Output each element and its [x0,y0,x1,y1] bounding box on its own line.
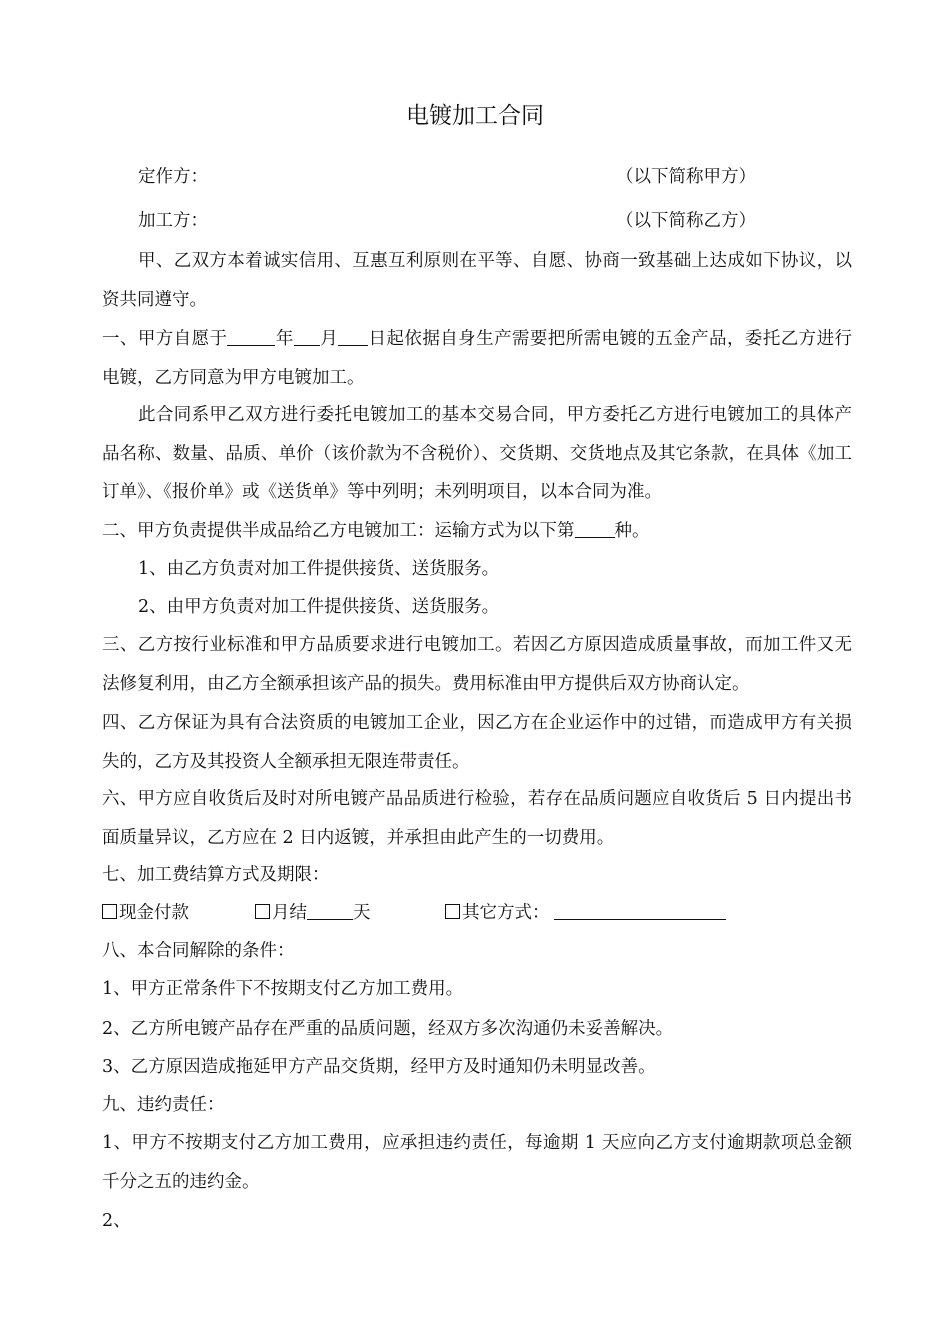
month-blank[interactable] [294,325,320,346]
party-b-label: 加工方： [138,211,208,231]
clause-1-detail-paragraph: 此合同系甲乙双方进行委托电镀加工的基本交易合同，甲方委托乙方进行电镀加工的具体产品名称、数量、品质、单价（该价款为不含税价）、交货期、交货地点及其它条款，在具体《加工订单》、《报价单》或《送货单》等中列明；未列明项目，以本合同为准。 [102,405,852,502]
clause-2-start: 二、甲方负责提供半成品给乙方电镀加工：运输方式为以下第 [102,521,575,541]
party-b-note: （以下简称乙方） [616,211,756,231]
clause-2-option-1: 1、由乙方负责对加工件提供接货、送货服务。 [138,559,500,579]
clause-9-item-2: 2、 [102,1211,131,1231]
clause-1-paragraph [102,320,852,397]
party-b-row [138,202,858,240]
clause-2-option-2: 2、由甲方负责对加工件提供接货、送货服务。 [138,597,500,617]
document-title: 电镀加工合同 [406,103,544,129]
clause-4-paragraph: 四、乙方保证为具有合法资质的电镀加工企业，因乙方在企业运作中的过错，而造成甲方有关损失的，乙方及其投资人全额承担无限连带责任。 [102,713,852,772]
clause-2-end: 种。 [614,521,650,541]
monthly-days-blank[interactable] [307,899,353,920]
clause-8-item-3: 3、乙方原因造成拖延甲方产品交货期，经甲方及时通知仍未明显改善。 [102,1057,656,1077]
year-blank[interactable] [227,325,275,346]
clause-6-paragraph: 六、甲方应自收货后及时对所电镀产品品质进行检验，若存在品质问题应自收货后 5 日内提出书面质量异议，乙方应在 2 日内返镀，并承担由此产生的一切费用。 [102,789,852,848]
payment-monthly-option[interactable] [255,894,371,932]
party-a-label: 定作方： [138,167,208,187]
clause-8-item-2: 2、乙方所电镀产品存在严重的品质问题，经双方多次沟通仍未妥善解决。 [102,1019,674,1039]
payment-other-option[interactable] [445,894,726,932]
clause-8-item-1: 1、甲方正常条件下不按期支付乙方加工费用。 [102,979,464,999]
checkbox-icon[interactable] [255,904,270,919]
transport-option-blank[interactable] [575,517,615,538]
checkbox-icon[interactable] [102,904,117,919]
clause-7-heading: 七、加工费结算方式及期限： [102,865,330,885]
party-a-note: （以下简称甲方） [616,167,756,187]
clause-3-paragraph: 三、乙方按行业标准和甲方品质要求进行电镀加工。若因乙方原因造成质量事故，而加工件又无法修复利用，由乙方全额承担该产品的损失。费用标准由甲方提供后双方协商认定。 [102,635,852,694]
payment-other-label: 其它方式： [462,903,550,923]
clause-1-year: 年 [275,329,294,349]
other-method-blank[interactable] [554,899,726,920]
clause-8-heading: 八、本合同解除的条件： [102,941,295,961]
payment-cash-option[interactable] [102,894,189,932]
clause-9-item-1: 1、甲方不按期支付乙方加工费用，应承担违约责任，每逾期 1 天应向乙方支付逾期款项总金额千分之五的违约金。 [102,1133,852,1192]
payment-monthly-label: 月结 [272,903,307,923]
clause-2-paragraph [102,512,852,551]
day-blank[interactable] [338,325,368,346]
clause-1-start: 一、甲方自愿于 [102,329,228,349]
clause-9-heading: 九、违约责任： [102,1095,225,1115]
clause-1-month: 月 [319,329,339,349]
preamble-paragraph: 甲、乙双方本着诚实信用、互惠互利原则在平等、自愿、协商一致基础上达成如下协议，以资共同遵守。 [102,251,852,310]
payment-cash-label: 现金付款 [119,903,189,923]
party-a-row [138,158,858,196]
checkbox-icon[interactable] [445,904,460,919]
clause-1-rest: 日起依据自身生产需要把所需电镀的五金产品，委托乙方进行电镀，乙方同意为甲方电镀加工。 [102,329,853,388]
payment-days-label: 天 [353,903,371,923]
